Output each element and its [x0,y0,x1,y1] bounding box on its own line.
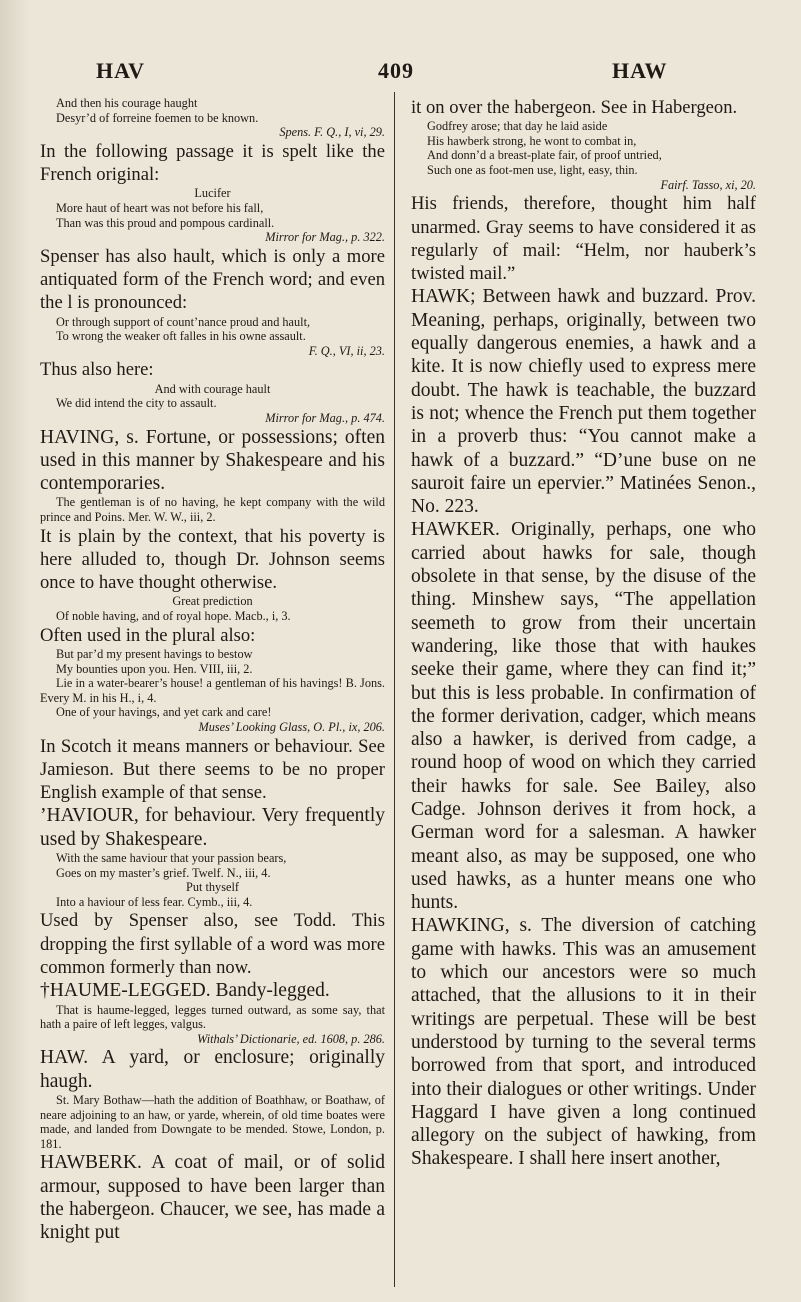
quotation-line: My bounties upon you. Hen. VIII, iii, 2. [56,661,253,676]
quotation-line: And then his courage haught [56,96,198,110]
quotation-line: Of noble having, and of royal hope. Macb., i, 3. [56,609,291,624]
page-number: 409 [378,58,414,83]
citation: Mirror for Mag., p. 322. [265,230,385,245]
body-text: Thus also here: [40,359,154,381]
quotation-line: Put thyself [186,880,239,895]
quotation-line: More haut of heart was not before his fall, [56,200,264,215]
quotation-line: Lucifer [194,186,231,201]
quotation-line: Lie in a water-bearer’s house! a gentleman of his havings! B. Jons. Every M. in his H., i, 4. [40,676,385,705]
body-text: His friends, therefore, thought him half unarmed. Gray seems to have considered it as regularly of mail: “Helm, nor hauberk’s twisted mail.” [411,193,756,285]
entry-headword-paragraph: ’HAVIOUR, for behaviour. Very frequently used by Shakespeare. [40,805,385,850]
body-text: Often used in the plural also: [40,624,256,646]
citation: Withals’ Dictionarie, ed. 1608, p. 286. [197,1031,385,1046]
quotation-line: To wrong the weaker oft falles in his owne assault. [56,329,306,344]
quotation-line: And with courage hault [154,381,271,396]
entry-headword-paragraph: HAWBERK. A coat of mail, or of solid armour, supposed to have been larger than the habergeon. Chaucer, we see, has made a knight put [40,1152,385,1244]
quotation-line: Or through support of count’nance proud and hault, [56,314,311,329]
entry-headword-paragraph: †HAUME-LEGGED. Bandy-legged. [40,980,330,1002]
quotation-line: Desyr’d of forreine foemen to be known. [56,110,259,125]
page-edge-shadow [0,0,30,1302]
running-head-left: HAV [96,58,146,83]
entry-headword-paragraph: HAWKING, s. The diversion of catching game with hawks. This was an amusement to which our ancestors were so much attached, that the allusions to it in their writings are perpetual. These will be best understood by turning to the several terms borrowed from that sport, and introduced into their dialogues or other writings. Under Haggard I have given a long continued allegory on the subject of hawking, from Shakespeare. I shall here insert another, [411,915,756,1170]
citation: Mirror for Mag., p. 474. [265,410,385,425]
body-text: It is plain by the context, that his poverty is here alluded to, though Dr. Johnson seems once to have thought otherwise. [40,525,385,594]
quotation-line: Great prediction [172,594,253,609]
quotation-line: But par’d my present havings to bestow [56,646,253,661]
body-text: it on over the habergeon. See in Habergeon. [411,97,738,118]
body-text: Spenser has also hault, which is only a more antiquated form of the French word; and even the l is pronounced: [40,245,385,314]
body-text: In Scotch it means manners or behaviour. See Jamieson. But there seems to be no proper English example of that sense. [40,735,385,804]
quotation-line: Into a haviour of less fear. Cymb., iii, 4. [56,894,253,909]
quotation-line: Such one as foot-men use, light, easy, thin. [427,163,638,178]
body-text: In the following passage it is spelt like the French original: [40,140,385,186]
citation: Muses’ Looking Glass, O. Pl., ix, 206. [198,719,385,734]
left-column [40,96,385,1245]
quotation-line: With the same haviour that your passion bears, [56,851,287,865]
entry-headword-paragraph: HAVING, s. Fortune, or possessions; often used in this manner by Shakespeare and his contemporaries. [40,426,385,495]
quotation-line: His hawberk strong, he wont to combat in, [427,133,637,148]
entry-headword-paragraph: HAWKER. Originally, perhaps, one who carried about hawks for sale, though obsolete in that sense, by the disuse of the thing. Minshew says, “The appellation seemeth to grow from their uncertain wandering, like those that with haukes seeke their game, where they can find it;” but this is less probable. In confirmation of the former derivation, cadger, which means also a hawker, is derived from cadge, a round hoop of wood on which they carried their hawks for sale. See Bailey, also Cadge. Johnson derives it from hock, a German word for a salesman. A hawker meant also, as may be supposed, one who used hawks, as a hunter means one who hunts. [411,519,756,914]
quotation-line: The gentleman is of no having, he kept company with the wild prince and Poins. Mer. W. W., iii, 2. [40,495,385,524]
citation: F. Q., VI, ii, 23. [308,343,385,358]
column-divider [394,92,395,1287]
quotation-line: And donn’d a breast-plate fair, of proof untried, [427,148,662,163]
citation: Fairf. Tasso, xi, 20. [660,177,756,192]
quotation-line: Goes on my master’s grief. Twelf. N., iii, 4. [56,865,271,880]
body-text: Used by Spenser also, see Todd. This dropping the first syllable of a word was more common formerly than now. [40,910,385,978]
quotation-line: We did intend the city to assault. [56,396,217,411]
quotation-line: Godfrey arose; that day he laid aside [427,119,608,134]
quotation-line: That is haume-legged, legges turned outward, as some say, that hath a paire of left legges, valgus. [40,1002,385,1032]
running-head-right: HAW [612,58,668,83]
citation: Spens. F. Q., I, vi, 29. [279,125,385,140]
entry-headword-paragraph: HAW. A yard, or enclosure; originally haugh. [40,1047,385,1092]
quotation-line: Than was this proud and pompous cardinall. [56,215,275,230]
right-column [411,96,756,1171]
entry-headword-paragraph: HAWK; Between hawk and buzzard. Prov. Meaning, perhaps, originally, between two equally dangerous enemies, a hawk and a kite. It is now chiefly used to express mere doubt. The hawk is teachable, the buzzard is not; whence the French put them together in a proverb thus: “You cannot make a hawk of a buzzard.” “D’une buse on ne sauroit faire un epervier.” Matinées Senon., No. 223. [411,286,756,518]
quotation-line: St. Mary Bothaw—hath the addition of Boathhaw, or Boathaw, of neare adjoining to an haw, or yarde, wherein, of old time boates were made, and landed from Downgate to be mended. Stowe, London, p. 181. [40,1092,385,1151]
quotation-line: One of your havings, and yet cark and care! [56,705,272,720]
